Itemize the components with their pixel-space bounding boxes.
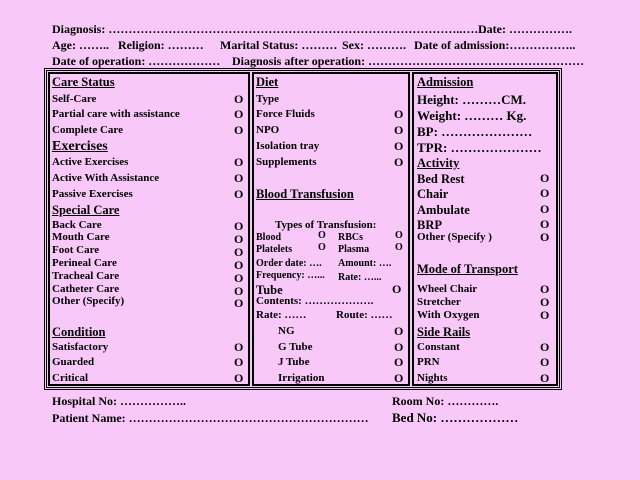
isolation-tray-checkbox[interactable]: O bbox=[394, 139, 404, 153]
patient-name-field[interactable]: Patient Name: …………………………………………………… bbox=[52, 411, 369, 425]
stretcher-checkbox[interactable]: O bbox=[540, 295, 550, 309]
j-tube-label: J Tube bbox=[278, 356, 310, 368]
bed-rest-checkbox[interactable]: O bbox=[540, 171, 550, 185]
ambulate-checkbox[interactable]: O bbox=[540, 202, 550, 216]
complete-care-label: Complete Care bbox=[52, 124, 123, 136]
platelets-checkbox[interactable]: O bbox=[318, 242, 326, 253]
constant-label: Constant bbox=[417, 341, 460, 353]
force-fluids-checkbox[interactable]: O bbox=[394, 107, 404, 121]
hospital-no-field[interactable]: Hospital No: …………….. bbox=[52, 394, 187, 408]
types-of-transfusion-label: Types of Transfusion: bbox=[275, 219, 377, 231]
admission-heading: Admission bbox=[417, 75, 474, 89]
mouth-care-label: Mouth Care bbox=[52, 231, 110, 243]
diagnosis-after-operation-field[interactable]: Diagnosis after operation: ……………………………………………… bbox=[232, 54, 585, 68]
order-date-field[interactable]: Order date: …. bbox=[256, 258, 322, 269]
stretcher-label: Stretcher bbox=[417, 296, 461, 308]
tube-label: Tube bbox=[256, 283, 283, 297]
isolation-tray-label: Isolation tray bbox=[256, 140, 320, 152]
foot-care-checkbox[interactable]: O bbox=[234, 245, 244, 259]
ng-checkbox[interactable]: O bbox=[394, 324, 404, 338]
self-care-checkbox[interactable]: O bbox=[234, 92, 244, 106]
other-activity-checkbox[interactable]: O bbox=[540, 230, 550, 244]
wheel-chair-label: Wheel Chair bbox=[417, 283, 478, 295]
ng-label: NG bbox=[278, 325, 295, 337]
exercises-heading: Exercises bbox=[52, 139, 108, 154]
transfusion-rate-field[interactable]: Rate: …... bbox=[338, 272, 382, 283]
back-care-checkbox[interactable]: O bbox=[234, 219, 244, 233]
care-status-heading: Care Status bbox=[52, 75, 115, 89]
blood-checkbox[interactable]: O bbox=[318, 230, 326, 241]
mouth-care-checkbox[interactable]: O bbox=[234, 232, 244, 246]
active-assist-checkbox[interactable]: O bbox=[234, 171, 244, 185]
tube-checkbox[interactable]: O bbox=[392, 282, 402, 296]
activity-heading: Activity bbox=[417, 156, 460, 170]
operation-date-field[interactable]: Date of operation: ……………… bbox=[52, 54, 221, 68]
blood-transfusion-heading: Blood Transfusion bbox=[256, 187, 354, 201]
irrigation-checkbox[interactable]: O bbox=[394, 371, 404, 385]
platelets-label: Platelets bbox=[256, 244, 293, 255]
active-exercises-label: Active Exercises bbox=[52, 156, 129, 168]
tracheal-care-label: Tracheal Care bbox=[52, 270, 120, 282]
with-oxygen-checkbox[interactable]: O bbox=[540, 308, 550, 322]
weight-field[interactable]: Weight: ……… Kg. bbox=[417, 108, 527, 123]
satisfactory-checkbox[interactable]: O bbox=[234, 340, 244, 354]
g-tube-label: G Tube bbox=[278, 341, 313, 353]
perineal-care-label: Perineal Care bbox=[52, 257, 117, 269]
brp-label: BRP bbox=[417, 218, 442, 232]
back-care-label: Back Care bbox=[52, 219, 102, 231]
age-field[interactable]: Age: …….. bbox=[52, 38, 109, 52]
bp-field[interactable]: BP: ………………… bbox=[417, 124, 533, 139]
active-exercises-checkbox[interactable]: O bbox=[234, 155, 244, 169]
height-field[interactable]: Height: ………CM. bbox=[417, 92, 527, 107]
other-activity-label: Other (Specify ) bbox=[417, 231, 492, 243]
diagnosis-field[interactable]: Diagnosis: ……………………………………………………………………………..…… bbox=[52, 22, 487, 36]
amount-field[interactable]: Amount: …. bbox=[338, 258, 392, 269]
supplements-label: Supplements bbox=[256, 156, 317, 168]
bed-no-field[interactable]: Bed No: ……………… bbox=[392, 410, 519, 425]
irrigation-label: Irrigation bbox=[278, 372, 325, 384]
tpr-field[interactable]: TPR: ………………… bbox=[417, 140, 542, 155]
other-care-label: Other (Specify) bbox=[52, 295, 125, 307]
side-rails-heading: Side Rails bbox=[417, 325, 471, 339]
catheter-care-checkbox[interactable]: O bbox=[234, 284, 244, 298]
date-field[interactable]: Date: ……………. bbox=[478, 22, 572, 36]
constant-checkbox[interactable]: O bbox=[540, 340, 550, 354]
diet-type-label[interactable]: Type bbox=[256, 93, 280, 105]
marital-status-field[interactable]: Marital Status: ……… bbox=[220, 38, 338, 52]
room-no-field[interactable]: Room No: …………. bbox=[392, 394, 499, 408]
with-oxygen-label: With Oxygen bbox=[417, 309, 480, 321]
npo-label: NPO bbox=[256, 124, 280, 136]
partial-care-label: Partial care with assistance bbox=[52, 108, 180, 120]
self-care-label: Self-Care bbox=[52, 93, 97, 105]
prn-label: PRN bbox=[417, 356, 440, 368]
j-tube-checkbox[interactable]: O bbox=[394, 355, 404, 369]
foot-care-label: Foot Care bbox=[52, 244, 100, 256]
diet-heading: Diet bbox=[256, 75, 279, 89]
rbcs-label: RBCs bbox=[338, 232, 364, 243]
critical-checkbox[interactable]: O bbox=[234, 371, 244, 385]
nights-checkbox[interactable]: O bbox=[540, 371, 550, 385]
plasma-checkbox[interactable]: O bbox=[395, 242, 403, 253]
prn-checkbox[interactable]: O bbox=[540, 355, 550, 369]
other-care-checkbox[interactable]: O bbox=[234, 296, 244, 310]
active-assist-label: Active With Assistance bbox=[52, 172, 160, 184]
religion-field[interactable]: Religion: ……… bbox=[118, 38, 204, 52]
route-field[interactable]: Route: …… bbox=[336, 309, 393, 321]
satisfactory-label: Satisfactory bbox=[52, 341, 109, 353]
passive-exercises-checkbox[interactable]: O bbox=[234, 187, 244, 201]
g-tube-checkbox[interactable]: O bbox=[394, 340, 404, 354]
frequency-field[interactable]: Frequency: …... bbox=[256, 270, 325, 281]
blood-label: Blood bbox=[256, 232, 282, 243]
tracheal-care-checkbox[interactable]: O bbox=[234, 271, 244, 285]
plasma-label: Plasma bbox=[338, 244, 370, 255]
perineal-care-checkbox[interactable]: O bbox=[234, 258, 244, 272]
tube-rate-field[interactable]: Rate: …… bbox=[256, 309, 307, 321]
guarded-checkbox[interactable]: O bbox=[234, 355, 244, 369]
supplements-checkbox[interactable]: O bbox=[394, 155, 404, 169]
catheter-care-label: Catheter Care bbox=[52, 283, 120, 295]
brp-checkbox[interactable]: O bbox=[540, 217, 550, 231]
condition-heading: Condition bbox=[52, 325, 106, 339]
special-care-heading: Special Care bbox=[52, 203, 120, 217]
chair-checkbox[interactable]: O bbox=[540, 186, 550, 200]
critical-label: Critical bbox=[52, 372, 89, 384]
passive-exercises-label: Passive Exercises bbox=[52, 188, 133, 200]
wheel-chair-checkbox[interactable]: O bbox=[540, 282, 550, 296]
guarded-label: Guarded bbox=[52, 356, 95, 368]
ambulate-label: Ambulate bbox=[417, 203, 470, 217]
sex-field[interactable]: Sex: ………. bbox=[342, 38, 406, 52]
partial-care-checkbox[interactable]: O bbox=[234, 107, 244, 121]
admission-date-field[interactable]: Date of admission:…………….. bbox=[414, 38, 576, 52]
contents-field[interactable]: Contents: ………………. bbox=[256, 295, 374, 307]
npo-checkbox[interactable]: O bbox=[394, 123, 404, 137]
bed-rest-label: Bed Rest bbox=[417, 172, 465, 186]
rbcs-checkbox[interactable]: O bbox=[395, 230, 403, 241]
force-fluids-label: Force Fluids bbox=[256, 108, 315, 120]
mode-of-transport-heading: Mode of Transport bbox=[417, 262, 518, 276]
chair-label: Chair bbox=[417, 187, 449, 201]
complete-care-checkbox[interactable]: O bbox=[234, 123, 244, 137]
nights-label: Nights bbox=[417, 372, 448, 384]
